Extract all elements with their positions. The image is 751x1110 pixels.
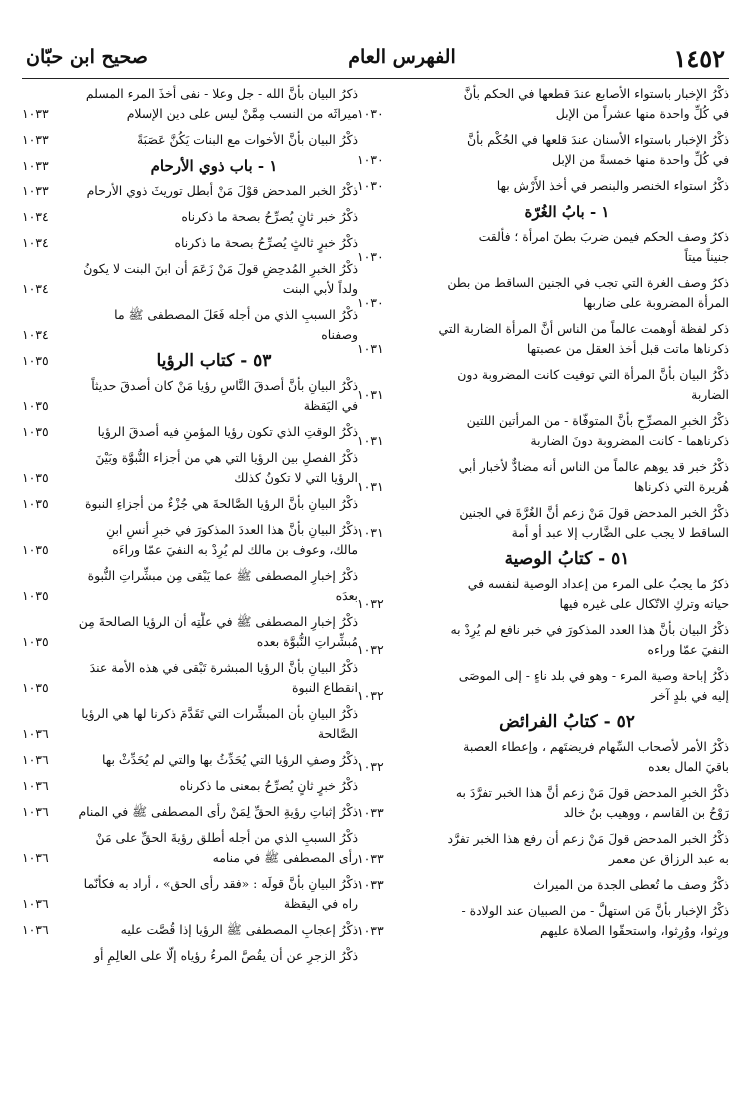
index-entry (22, 305, 358, 345)
index-entry (22, 376, 358, 416)
entry-text: ذكْرُ البيانِ بأنَّ قولَه : «فقد رأى الحق» ، أراد به فكأنّما (83, 876, 358, 891)
entry-text: ميراثَه من النسب مِمَّنْ ليس على دين الإسلام (126, 106, 358, 121)
index-entry (22, 259, 358, 299)
entry-page-number: ١٠٣٤ (22, 235, 49, 250)
entry-text: رَوْحُ بن القاسم ، ووهيب بنُ خالد (563, 805, 729, 820)
entry-text: الضاربة (691, 387, 729, 402)
index-entry (22, 658, 358, 698)
entry-text: مالك، وعوف بن مالك لم يُرِدْ به النفيَ عمّا وراءَه (112, 542, 358, 557)
entry-text: في كُلِّ واحدة منها خمسةً من الإبل (551, 152, 729, 167)
entry-page-number: ١٠٣٣ (22, 106, 49, 121)
entry-text: ذكْرُ الخبر المدحض قولَ مَنْ زعم أن رفع هذا الخبر تفرَّد (447, 831, 729, 846)
entry-text: ذكرُ البيان بأنَّ الله - جل وعلا - نفى أخذَ المرء المسلم (85, 86, 358, 101)
entry-text: ذكْرُ استواء الخنصر والبنصر في أخذ الأَرْش بها (496, 178, 729, 193)
entry-page-number: ١٠٣١ (357, 433, 384, 448)
entry-text: جنيناً ميتاً (684, 249, 729, 264)
index-entry (357, 829, 729, 869)
entry-text: هُريرة التي ذكرناها (633, 479, 729, 494)
index-entry (22, 566, 358, 606)
index-entry (22, 874, 358, 914)
entry-text: بعدَه (335, 588, 358, 603)
entry-text: ذكْرُ الخبرِ المدحض قولَ مَنْ زعم أنَّ هذا الخبر تفرَّدَ به (455, 785, 729, 800)
index-entry (357, 737, 729, 777)
entry-text: ١ - باب ذوي الأرحام (150, 157, 278, 175)
entry-text: ذكْرُ إعجابِ المصطفى ﷺ الرؤيا إذا قُصَّت عليه (120, 922, 358, 937)
entry-text: في كُلِّ واحدة منها عشراً من الإبل (555, 106, 729, 121)
index-entry (22, 207, 358, 227)
index-entry (22, 802, 358, 822)
entry-text: وصفناه (321, 327, 358, 342)
entry-text: ذكْرُ البيانِ بأن المبشِّرات التي تَقَدَّمَ ذكرنا لها هي الرؤيا (81, 706, 358, 721)
entry-page-number: ١٠٣٥ (22, 634, 49, 649)
index-entry (357, 875, 729, 895)
entry-text: ذكرُ وصف الحكم فيمن ضربَ بطنَ امرأة ؛ فألقت (478, 229, 729, 244)
entry-text: ذكرناها ماتت قبل أخذ العقل من عصبتها (526, 341, 729, 356)
entry-text: ذكْرُ خبر ثانٍ يُصرِّحُ بصحة ما ذكرناه (181, 209, 358, 224)
index-entry (357, 901, 729, 941)
index-title: الفهرس العام (348, 46, 456, 68)
entry-page-number: ١٠٣٣ (22, 158, 49, 173)
entry-page-number: ١٠٣٦ (22, 752, 49, 767)
entry-page-number: ١٠٣١ (357, 341, 384, 356)
entry-page-number: ١٠٣٣ (357, 851, 384, 866)
right-column (357, 84, 729, 1110)
entry-page-number: ١٠٣٦ (22, 896, 49, 911)
entry-text: ٥٣ - كتاب الرؤيا (156, 351, 272, 371)
book-title: صحيح ابن حبّان (26, 46, 148, 68)
entry-text: ذكْرُ الأمر لأصحاب السِّهام فريضتَهم ، وإعطاء العصبة (463, 739, 729, 754)
entry-text: راه في اليقظة (283, 896, 358, 911)
entry-text: ذكْرُ إثباتِ رؤيةِ الحقِّ لِمَنْ رأى المصطفى ﷺ في المنام (78, 804, 358, 819)
entry-page-number: ١٠٣٦ (22, 850, 49, 865)
entry-text: إليه في بلدٍ آخر (651, 688, 729, 703)
entry-text: ذكْرُ الخبرِ المصرِّحِ بأنَّ المتوفّاة - من المرأتين اللتين (466, 413, 729, 428)
index-entry (357, 666, 729, 706)
index-entry (22, 828, 358, 868)
entry-page-number: ١٠٣٣ (22, 132, 49, 147)
entry-page-number: ١٠٣٠ (357, 106, 384, 121)
chapter-heading (22, 351, 358, 371)
index-entry (22, 520, 358, 560)
entry-text: ذكْرُ الخبرِ المُدحِضِ قولَ مَنْ زَعَمَ أن ابنَ البنت لا يكونُ (83, 261, 358, 276)
entry-text: ٥٢ - كتابُ الفرائض (499, 712, 635, 732)
index-entry (22, 233, 358, 253)
entry-text: رأى المصطفى ﷺ في منامه (212, 850, 358, 865)
entry-page-number: ١٠٣٥ (22, 588, 49, 603)
index-entry (357, 783, 729, 823)
entry-page-number: ١٠٣٣ (22, 183, 49, 198)
entry-page-number: ١٠٣٦ (22, 778, 49, 793)
index-entry (357, 273, 729, 313)
entry-text: ورِثوا، ووُرِثوا، واستحقّوا الصلاة عليهم (540, 923, 729, 938)
entry-page-number: ١٠٣٢ (357, 596, 384, 611)
entry-page-number: ١٠٣٥ (22, 496, 49, 511)
chapter-heading (357, 549, 729, 569)
entry-page-number: ١٠٣٢ (357, 759, 384, 774)
index-entry (22, 704, 358, 744)
entry-text: ذكْرُ الإخبار باستواء الأسنان عندَ قلعها في الحُكْم بأنَّ (467, 132, 729, 147)
entry-text: انقطاع النبوة (291, 680, 358, 695)
entry-text: ٥١ - كتابُ الوصية (504, 549, 630, 569)
page-header (22, 44, 729, 79)
index-entry (22, 84, 358, 124)
entry-page-number: ١٠٣٦ (22, 922, 49, 937)
index-entry (357, 319, 729, 359)
index-entry (357, 84, 729, 124)
entry-page-number: ١٠٣٥ (22, 470, 49, 485)
entry-text: الرؤيا التي لا تكونُ كذلك (234, 470, 358, 485)
entry-text: ذكْرُ إخبارِ المصطفى ﷺ عما يَبْقى مِن مبشِّراتِ النُّبوة (87, 568, 358, 583)
section-heading (357, 202, 729, 222)
entry-page-number: ١٠٣٢ (357, 642, 384, 657)
entry-page-number: ١٠٣٠ (357, 249, 384, 264)
entry-text: الساقط لا يجب على الضَّارب إلا عبد أو أمة (511, 525, 729, 540)
entry-page-number: ١٠٣١ (357, 479, 384, 494)
index-entry (357, 365, 729, 405)
index-entry (22, 612, 358, 652)
entry-text: ذكْرُ الخبر المدحض قوْلَ مَنْ أبطل توريثَ ذوي الأرحام (86, 183, 358, 198)
entry-text: باقيَ المال بعده (648, 759, 729, 774)
entry-text: ذكر لفظة أوهمت عالماً من الناس أنَّ المرأة الضاربة التي (438, 321, 729, 336)
entry-page-number: ١٠٣٥ (22, 542, 49, 557)
index-entry (22, 448, 358, 488)
entry-text: ذكْرُ السببِ الذي من أجله أطلق رؤيةَ الحقِّ على مَنْ (95, 830, 358, 845)
entry-text: ذكْرُ الزجرِ عن أن يقُصَّ المرءُ رؤياه إلّا على العالِمِ أو (94, 948, 358, 963)
index-entry (357, 620, 729, 660)
entry-text: ذكْرُ الفصلِ بين الرؤيا التي هي من أجزاء النُّبوَّة وبَيْنَ (95, 450, 358, 465)
index-entry (357, 574, 729, 614)
entry-text: في اليَقظة (303, 398, 358, 413)
entry-text: ذكْرُ الخبر المدحض قولَ مَنْ زعم أنَّ الغُرَّةَ في الجنين (459, 505, 729, 520)
entry-text: ذكْرُ الإخبار باستواء الأصابع عندَ قطعها في الحكم بأنَّ (463, 86, 729, 101)
entry-text: ذكْرُ السببِ الذي من أجله فَعَلَ المصطفى ﷺ ما (114, 307, 358, 322)
index-entry (22, 750, 358, 770)
entry-page-number: ١٠٣٣ (357, 805, 384, 820)
index-entry (357, 457, 729, 497)
entry-text: ذكْرُ البيانِ بأنَّ أصدقَ النَّاسِ رؤيا مَنْ كان أصدقَ حديثاً (91, 378, 358, 393)
entry-text: المرأة المضروبة على ضاربها (582, 295, 729, 310)
entry-text: ذكْرُ إخبارِ المصطفى ﷺ في علَّتِه أن الرؤيا الصالحةَ مِن (78, 614, 358, 629)
entry-text: ذكرُ وصف الغرة التي تجب في الجنين الساقط من بطن (447, 275, 729, 290)
entry-text: حياته وتركِ الاتّكال على غيره فيها (559, 596, 729, 611)
entry-page-number: ١٠٣٠ (357, 152, 384, 167)
entry-page-number: ١٠٣٥ (22, 398, 49, 413)
entry-page-number: ١٠٣٠ (357, 295, 384, 310)
entry-text: النفيَ عمّا وراءه (647, 642, 729, 657)
index-entry (22, 946, 358, 966)
entry-text: ذكْرُ الوقتِ الذي تكون رؤيا المؤمنِ فيه أصدقَ الرؤيا (97, 424, 358, 439)
entry-page-number: ١٠٣١ (357, 387, 384, 402)
entry-text: به عبد الرزاق عن معمر (608, 851, 729, 866)
entry-text: ولداً لأبي البنت (282, 281, 358, 296)
chapter-heading (357, 712, 729, 732)
entry-text: ذكْرُ خبر قد يوهم عالماً من الناس أنه مضادٌّ لأخبار أبي (458, 459, 729, 474)
entry-text: ذكْرُ البيان بأنَّ المرأة التي توفيت كانت المضروبة دون (457, 367, 729, 382)
index-entry (22, 776, 358, 796)
entry-text: ذكْرُ البيانِ بأنَّ الرؤيا الصَّالحةَ هي جُزْءٌ من أجزاءِ النبوة (84, 496, 358, 511)
entry-text: ذكْرُ خبرٍ ثالثٍ يُصرِّحُ بصحة ما ذكرناه (174, 235, 358, 250)
entry-text: ذكْرُ البيانِ بأنَّ الرؤيا المبشرة تَبْقى في هذه الأمة عندَ (89, 660, 358, 675)
index-entry (357, 503, 729, 543)
entry-page-number: ١٠٣٥ (22, 680, 49, 695)
page-number: ١٤٥٢ (673, 44, 725, 73)
entry-page-number: ١٠٣٠ (357, 178, 384, 193)
entry-page-number: ١٠٣٦ (22, 804, 49, 819)
entry-text: ذكْرُ وصف ما تُعطى الجدة من الميراث (533, 877, 729, 892)
index-entry (22, 494, 358, 514)
entry-page-number: ١٠٣٦ (22, 726, 49, 741)
index-entry (22, 920, 358, 940)
index-entry (22, 130, 358, 150)
entry-page-number: ١٠٣٤ (22, 327, 49, 342)
entry-text: الصَّالحة (317, 726, 358, 741)
index-entry (357, 176, 729, 196)
entry-page-number: ١٠٣٥ (22, 424, 49, 439)
entry-page-number: ١٠٣٢ (357, 688, 384, 703)
index-entry (22, 181, 358, 201)
entry-page-number: ١٠٣٣ (357, 923, 384, 938)
left-column (22, 84, 358, 1110)
entry-text: ذكْرُ البيانِ بأنَّ هذا العددَ المذكورَ في خبرِ أنسِ ابنِ (106, 522, 358, 537)
entry-text: ذكرُ ما يجبُ على المرء من إعداد الوصية لنفسه في (467, 576, 729, 591)
entry-text: ذكْرُ إباحة وصية المرء - وهو في بلد ناءٍ - إلى الموصَى (458, 668, 729, 683)
index-entry (357, 130, 729, 170)
entry-text: ١ - بابُ الغُرّة (524, 203, 610, 221)
entry-text: ذكْرُ البيان بأنَّ هذا العدد المذكورَ في خبر نافع لم يُرِدْ به (450, 622, 729, 637)
entry-text: ذكْرُ الإخبار بأنَّ مَن استهلَّ - من الصبيان عند الولادة - (461, 903, 729, 918)
entry-text: ذكْرُ خبرٍ ثانٍ يُصرِّحُ بمعنى ما ذكرناه (179, 778, 358, 793)
entry-text: ذكْرُ وصفِ الرؤيا التي يُحَدِّثُ بها والتي لم يُحَدِّثْ بها (102, 752, 358, 767)
entry-text: ذكرناهما - كانت المضروبة دونَ الضاربة (530, 433, 729, 448)
entry-page-number: ١٠٣٤ (22, 281, 49, 296)
index-entry (357, 227, 729, 267)
entry-page-number: ١٠٣٤ (22, 209, 49, 224)
entry-text: ذكْرُ البيان بأنَّ الأخوات مع البنات يَكُنَّ عَصَبَةً (136, 132, 358, 147)
index-entry (22, 422, 358, 442)
entry-page-number: ١٠٣١ (357, 525, 384, 540)
entry-page-number: ١٠٣٥ (22, 353, 49, 368)
section-heading (22, 156, 358, 176)
entry-page-number: ١٠٣٣ (357, 877, 384, 892)
entry-text: مُبشِّراتِ النُّبوَّة بعده (256, 634, 358, 649)
index-entry (357, 411, 729, 451)
